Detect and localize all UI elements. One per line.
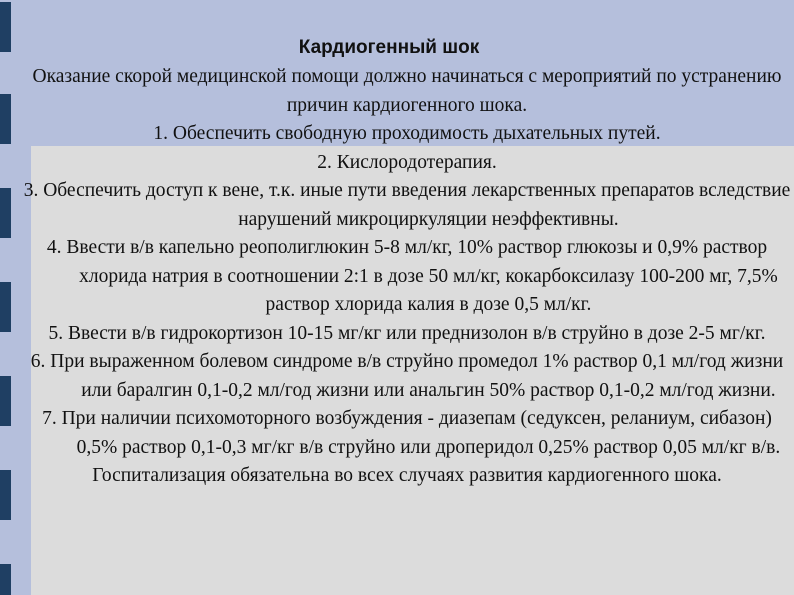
step-6: 6. При выраженном болевом синдроме в/в струйно промедол 1% раствор 0,1 мл/год жизни или баралгин 0,1-0,2 мл/год жизни или анальгин 50% раствор 0,1-0,2 мл/год жизни.	[30, 351, 784, 401]
step-4: 4. Ввести в/в капельно реополиглюкин 5-8 мл/кг, 10% раствор глюкозы и 0,9% раствор хлорида натрия в соотношении 2:1 в дозе 50 мл/кг, кокарбоксилазу 100-200 мг, 7,5% раствор хлорида калия в дозе 0,5 мл/кг.	[46, 237, 778, 315]
step-1: 1. Обеспечить свободную проходимость дыхательных путей.	[153, 123, 661, 144]
decorative-accent-bar-3	[0, 188, 11, 238]
decorative-accent-bar-6	[0, 470, 11, 520]
decorative-accent-bar-5	[0, 376, 11, 426]
step-2: 2. Кислородотерапия.	[317, 151, 497, 173]
slide-body	[20, 63, 794, 491]
step-7: 7. При наличии психомоторного возбуждения - диазепам (седуксен, реланиум, сибазон) 0,5% раствор 0,1-0,3 мг/кг в/в струйно или дроперидол 0,25% раствор 0,05 мл/кг в/в.	[42, 408, 781, 458]
step-3: 3. Обеспечить доступ к вене, т.к. иные пути введения лекарственных препаратов вследствие нарушений микроциркуляции неэффективны.	[23, 180, 791, 230]
decorative-accent-bar-4	[0, 282, 11, 332]
hospitalization-note: Госпитализация обязательна во всех случаях развития кардиогенного шока.	[92, 465, 722, 486]
intro-paragraph: Оказание скорой медицинской помощи должно начинаться с мероприятий по устранению причин кардиогенного шока.	[32, 66, 782, 116]
slide-title: Кардиогенный шок	[298, 37, 480, 58]
step-5: 5. Ввести в/в гидрокортизон 10-15 мг/кг или преднизолон в/в струйно в дозе 2-5 мг/кг.	[48, 322, 766, 344]
decorative-accent-bar-7	[0, 564, 11, 595]
decorative-accent-bar-2	[0, 94, 11, 144]
